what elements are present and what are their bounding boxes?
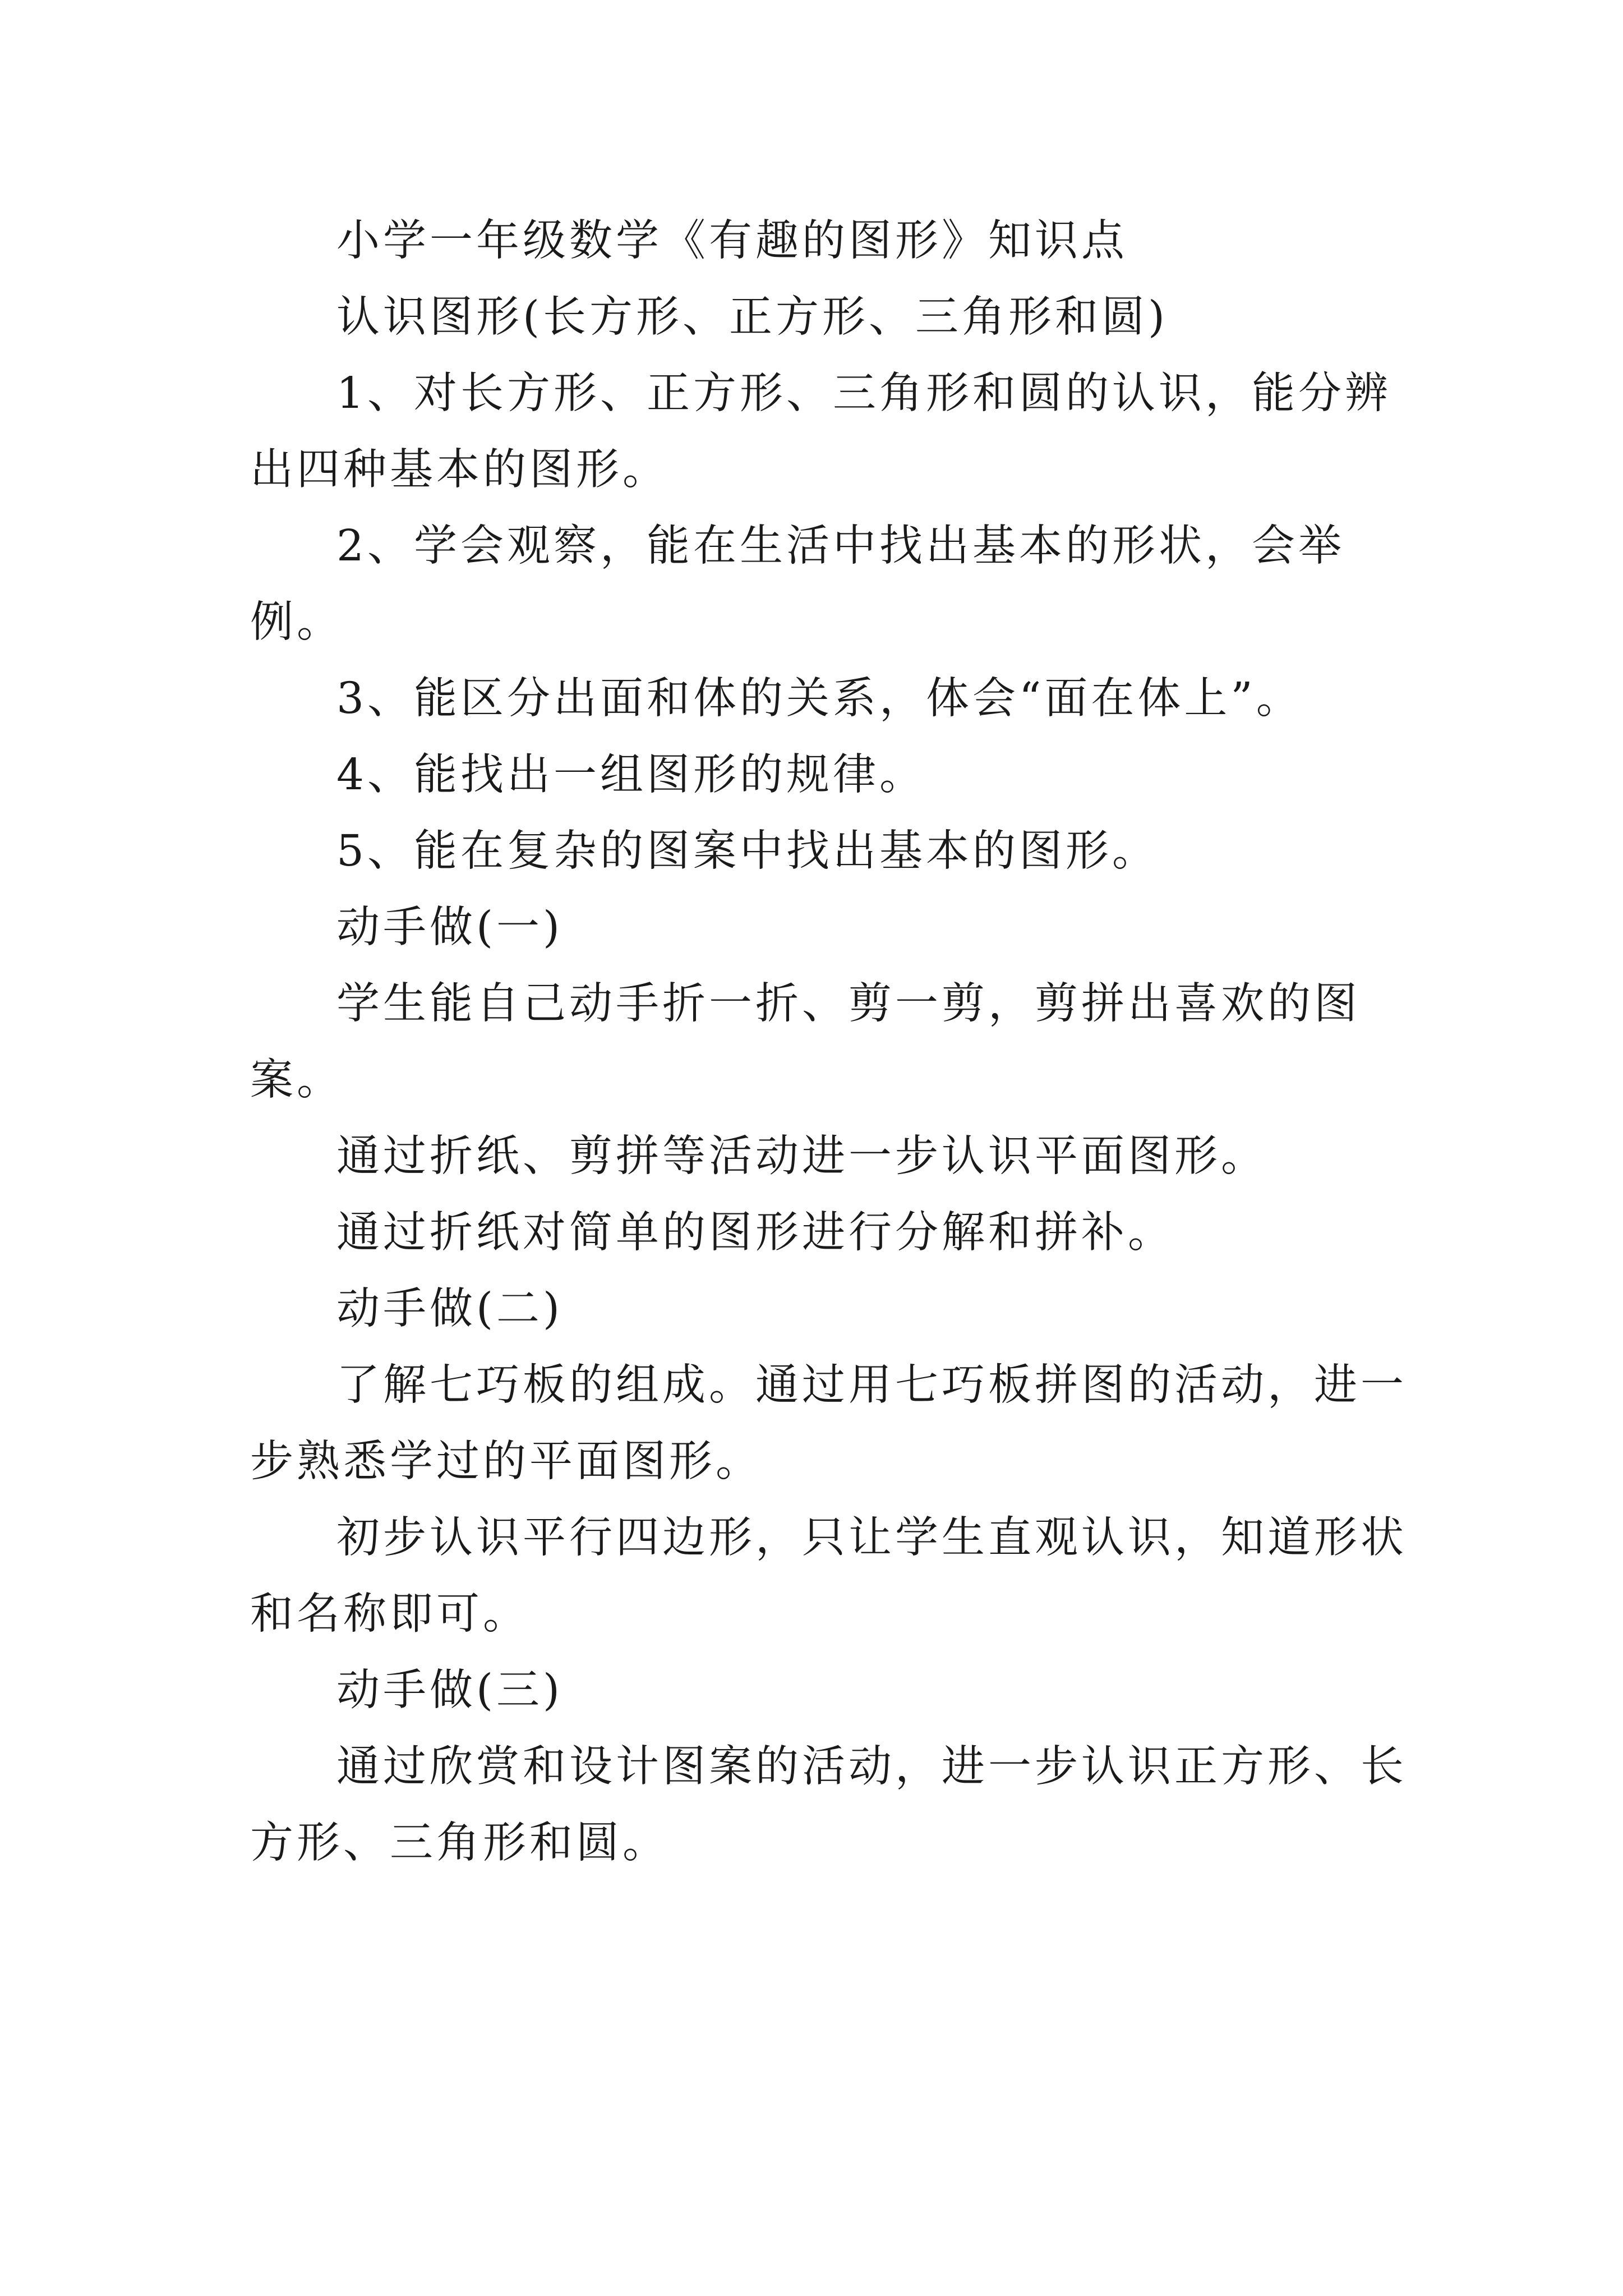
section-heading: 动手做(二)	[336, 1284, 564, 1334]
paragraph: 3、能区分出面和体的关系，体会“面在体上”。	[336, 674, 1303, 724]
paragraph: 通过折纸、剪拼等活动进一步认识平面图形。	[336, 1131, 1267, 1181]
paragraph: 4、能找出一组图形的规律。	[336, 750, 926, 800]
paragraph: 5、能在复杂的图案中找出基本的图形。	[336, 826, 1159, 876]
paragraph: 2、学会观察，能在生活中找出基本的形状，会举例。	[250, 521, 1345, 647]
document-body	[250, 203, 1417, 1881]
paragraph: 初步认识平行四边形，只让学生直观认识，知道形状和名称即可。	[250, 1513, 1407, 1639]
section-heading: 动手做(一)	[336, 903, 564, 953]
paragraph: 通过欣赏和设计图案的活动，进一步认识正方形、长方形、三角形和圆。	[250, 1742, 1407, 1868]
section-heading: 认识图形(长方形、正方形、三角形和圆)	[336, 292, 1169, 342]
paragraph: 了解七巧板的组成。通过用七巧板拼图的活动，进一步熟悉学过的平面图形。	[250, 1360, 1407, 1487]
document-title: 小学一年级数学《有趣的图形》知识点	[336, 216, 1128, 266]
paragraph: 通过折纸对简单的图形进行分解和拼补。	[336, 1208, 1174, 1258]
section-heading: 动手做(三)	[336, 1665, 564, 1715]
paragraph: 1、对长方形、正方形、三角形和圆的认识，能分辨出四种基本的图形。	[250, 369, 1391, 495]
paragraph: 学生能自己动手折一折、剪一剪，剪拼出喜欢的图案。	[250, 979, 1361, 1105]
